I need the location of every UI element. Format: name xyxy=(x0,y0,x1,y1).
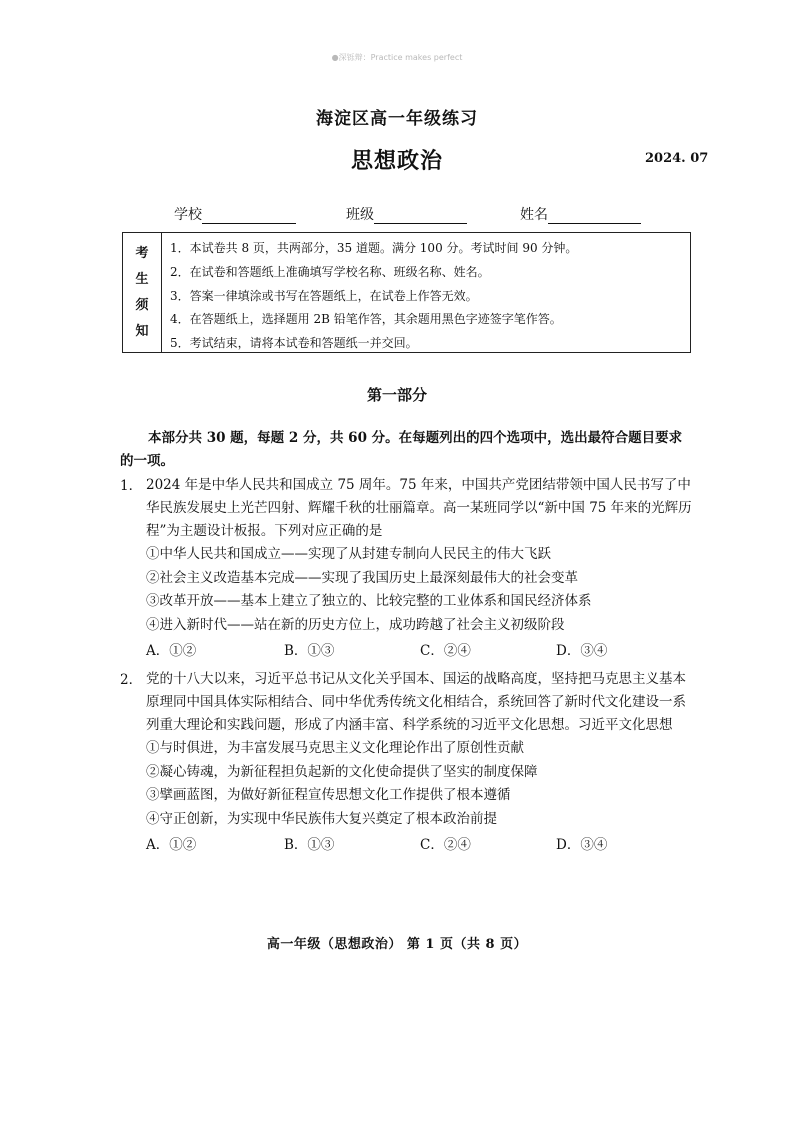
exam-date: 2024. 07 xyxy=(645,151,709,166)
watermark: ●深铄辩：Practice makes perfect xyxy=(331,53,463,62)
candidate-notice-box xyxy=(122,232,691,353)
notice-label-char: 生 xyxy=(135,271,149,287)
name-label: 姓名 xyxy=(520,207,548,223)
notice-item: 5．考试结束，请将本试卷和答题纸一并交回。 xyxy=(170,336,418,351)
statement-option: ①中华人民共和国成立——实现了从封建专制向人民民主的伟大飞跃 xyxy=(146,546,551,562)
answer-choice-b: B．①③ xyxy=(284,643,335,659)
statement-option: ②凝心铸魂，为新征程担负起新的文化使命提供了坚实的制度保障 xyxy=(146,763,538,780)
school-field xyxy=(174,204,296,224)
class-label: 班级 xyxy=(346,207,374,223)
section-title: 第一部分 xyxy=(366,386,427,404)
answer-choice-c: C．②④ xyxy=(420,837,471,853)
question-2 xyxy=(120,668,695,856)
notice-item: 3．答案一律填涂或书写在答题纸上，在试卷上作答无效。 xyxy=(170,288,478,303)
class-blank xyxy=(374,209,467,224)
school-blank xyxy=(202,209,296,224)
notice-label xyxy=(123,233,162,352)
notice-label-char: 考 xyxy=(135,245,149,261)
exam-title: 海淀区高一年级练习 xyxy=(316,109,478,129)
notice-item: 4．在答题纸上，选择题用 2B 铅笔作答，其余题用黑色字迹签字笔作答。 xyxy=(170,312,562,327)
question-stem: 党的十八大以来，习近平总书记从文化关乎国本、国运的战略高度，坚持把马克思主义基本原理同中国具体实际相结合、同中华优秀传统文化相结合，系统回答了新时代文化建设一系列重大理论和实践问题，形成了内涵丰富、科学系统的习近平文化思想。习近平文化思想 xyxy=(146,671,686,733)
answer-choices xyxy=(120,639,695,662)
statement-option: ③擘画蓝图，为做好新征程宣传思想文化工作提供了根本遵循 xyxy=(146,787,511,803)
answer-choice-a: A．①② xyxy=(146,837,197,853)
name-field xyxy=(520,204,641,224)
page-footer: 高一年级（思想政治） 第 1 页（共 8 页） xyxy=(266,937,528,952)
answer-choice-b: B．①③ xyxy=(284,837,335,853)
statement-option: ①与时俱进，为丰富发展马克思主义文化理论作出了原创性贡献 xyxy=(146,740,524,756)
answer-choice-d: D．③④ xyxy=(556,837,608,853)
notice-label-char: 知 xyxy=(135,323,149,339)
answer-choice-a: A．①② xyxy=(146,643,197,659)
answer-choice-d: D．③④ xyxy=(556,643,608,659)
question-number: 1． xyxy=(120,478,143,494)
section-intro: 本部分共 30 题，每题 2 分，共 60 分。在每题列出的四个选项中，选出最符合题目要求的一项。 xyxy=(120,430,683,469)
statement-option: ④守正创新，为实现中华民族伟大复兴奠定了根本政治前提 xyxy=(146,810,497,827)
statement-option: ④进入新时代——站在新的历史方位上，成功跨越了社会主义初级阶段 xyxy=(146,616,565,633)
question-stem: 2024 年是中华人民共和国成立 75 周年。75 年来，中国共产党团结带领中国人民书写了中华民族发展史上光芒四射、辉耀千秋的壮丽篇章。高一某班同学以“新中国 75 年来的光辉历程”为主题设计板报。下列对应正确的是 xyxy=(146,477,692,539)
notice-label-char: 须 xyxy=(135,297,149,313)
subject-title: 思想政治 xyxy=(350,148,443,174)
name-blank xyxy=(548,209,641,224)
school-label: 学校 xyxy=(174,207,202,223)
statement-option: ②社会主义改造基本完成——实现了我国历史上最深刻最伟大的社会变革 xyxy=(146,569,578,586)
question-1 xyxy=(120,474,695,662)
notice-item: 2．在试卷和答题纸上准确填写学校名称、班级名称、姓名。 xyxy=(170,264,490,279)
notice-list xyxy=(170,237,682,356)
class-field xyxy=(346,204,467,224)
statement-option: ③改革开放——基本上建立了独立的、比较完整的工业体系和国民经济体系 xyxy=(146,593,592,609)
answer-choices xyxy=(120,833,695,856)
answer-choice-c: C．②④ xyxy=(420,643,471,659)
question-number: 2． xyxy=(120,672,143,688)
notice-item: 1．本试卷共 8 页，共两部分，35 道题。满分 100 分。考试时间 90 分钟。 xyxy=(170,241,578,255)
